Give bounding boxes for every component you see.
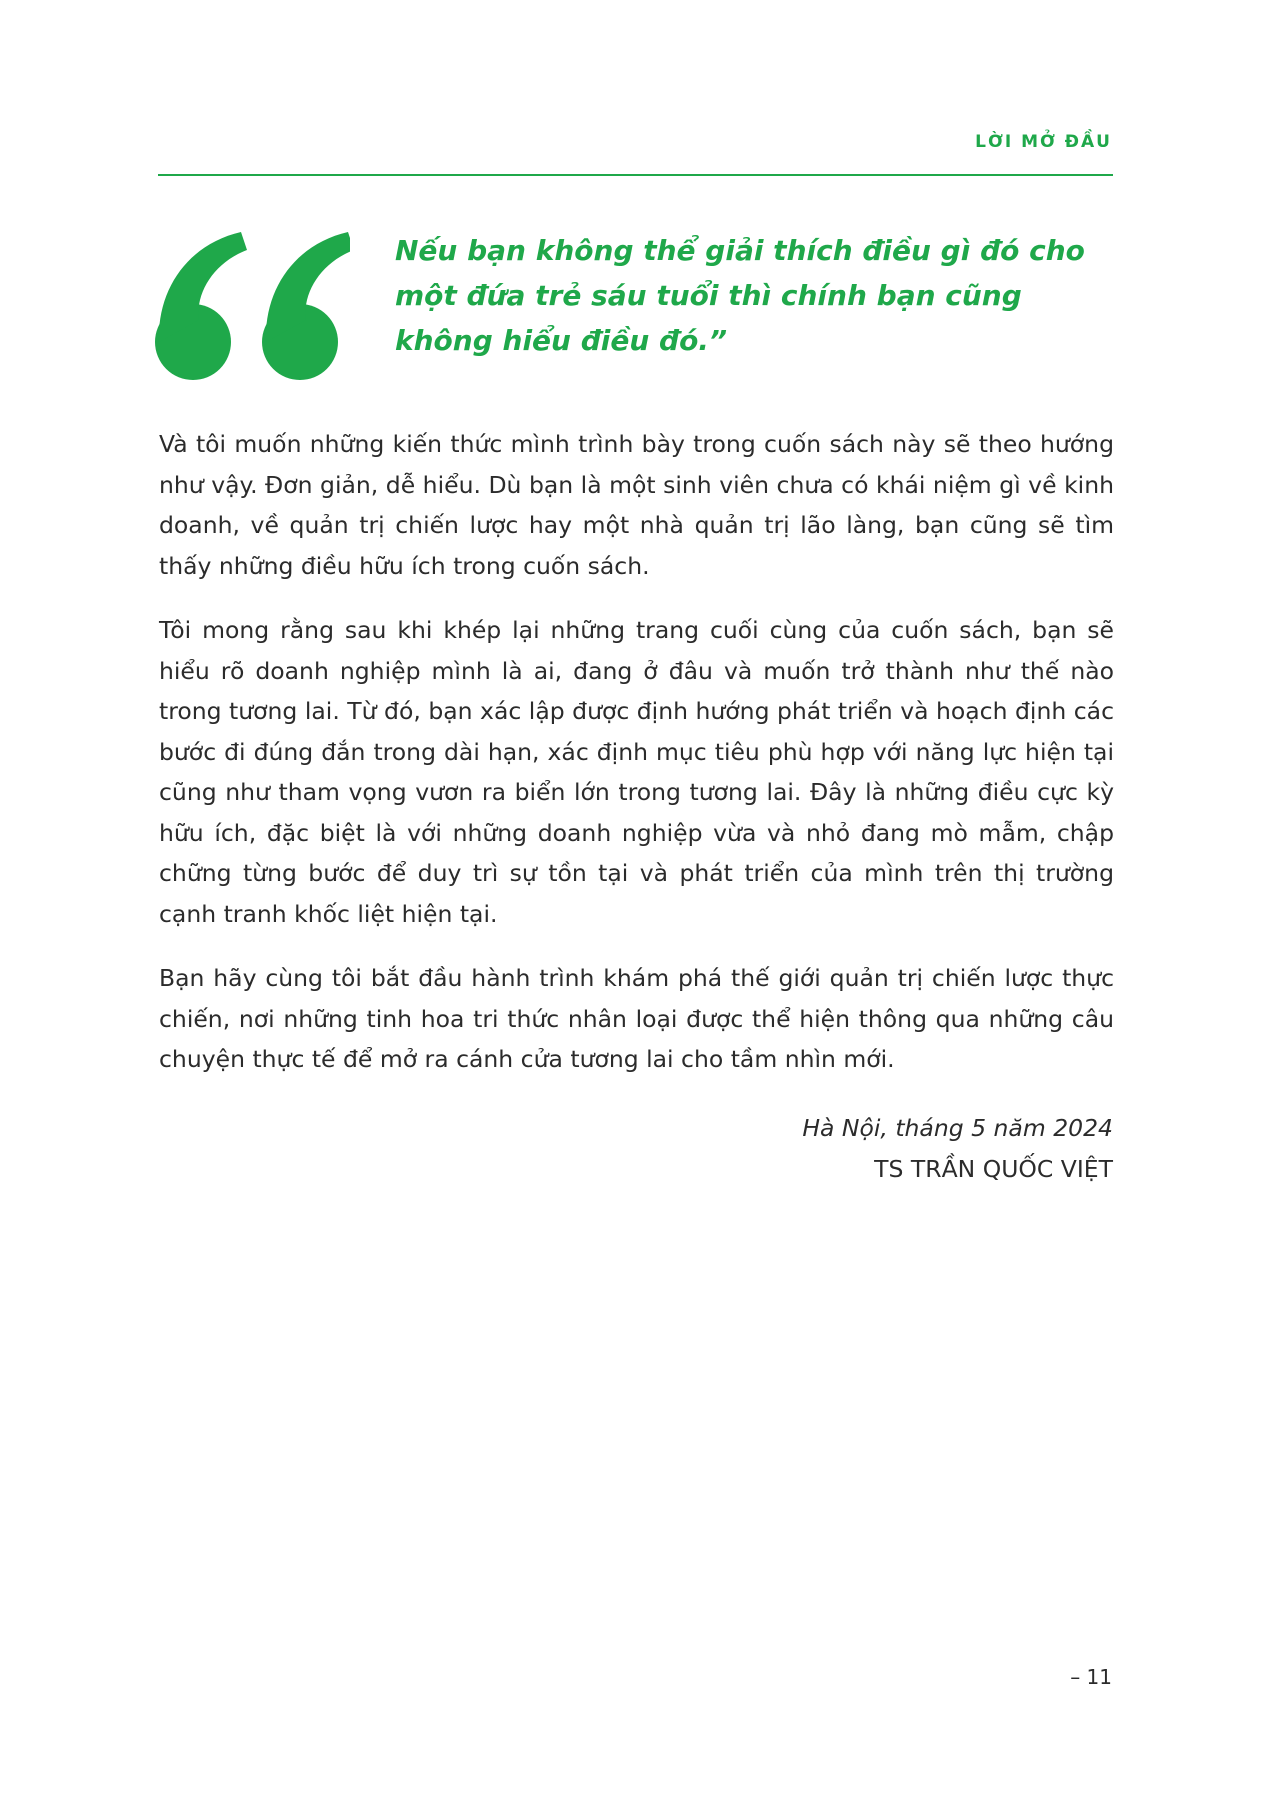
- paragraph: Và tôi muốn những kiến thức mình trình bày trong cuốn sách này sẽ theo hướng như vậy. Đơn giản, dễ hiểu. Dù bạn là một sinh viên chưa có khái niệm gì về kinh doanh, về quản trị chiến lược hay một nhà quản trị lão làng, bạn cũng sẽ tìm thấy những điều hữu ích trong cuốn sách.: [159, 430, 1114, 580]
- paragraph: Tôi mong rằng sau khi khép lại những trang cuối cùng của cuốn sách, bạn sẽ hiểu rõ doanh nghiệp mình là ai, đang ở đâu và muốn trở thành như thế nào trong tương lai. Từ đó, bạn xác lập được định hướng phát triển và hoạch định các bước đi đúng đắn trong dài hạn, xác định mục tiêu phù hợp với năng lực hiện tại cũng như tham vọng vươn ra biển lớn trong tương lai. Đây là những điều cực kỳ hữu ích, đặc biệt là với những doanh nghiệp vừa và nhỏ đang mò mẫm, chập chững từng bước để duy trì sự tồn tại và phát triển của mình trên thị trường cạnh tranh khốc liệt hiện tại.: [159, 616, 1114, 928]
- section-title: LỜI MỞ ĐẦU: [975, 132, 1112, 152]
- page-number: – 11: [1070, 1665, 1112, 1689]
- signature-author: TS TRẦN QUỐC VIỆT: [874, 1154, 1113, 1183]
- body-text: [159, 424, 1114, 1104]
- header-divider: [158, 174, 1113, 176]
- paragraph: Bạn hãy cùng tôi bắt đầu hành trình khám phá thế giới quản trị chiến lược thực chiến, nơi những tinh hoa tri thức nhân loại được thể hiện thông qua những câu chuyện thực tế để mở ra cánh cửa tương lai cho tầm nhìn mới.: [159, 964, 1114, 1073]
- signature-place-date: Hà Nội, tháng 5 năm 2024: [802, 1114, 1113, 1142]
- opening-quote-icon: [155, 230, 350, 385]
- signature-block: [802, 1108, 1113, 1189]
- pull-quote: Nếu bạn không thể giải thích điều gì đó cho một đứa trẻ sáu tuổi thì chính bạn cũng không hiểu điều đó.”: [395, 234, 1085, 357]
